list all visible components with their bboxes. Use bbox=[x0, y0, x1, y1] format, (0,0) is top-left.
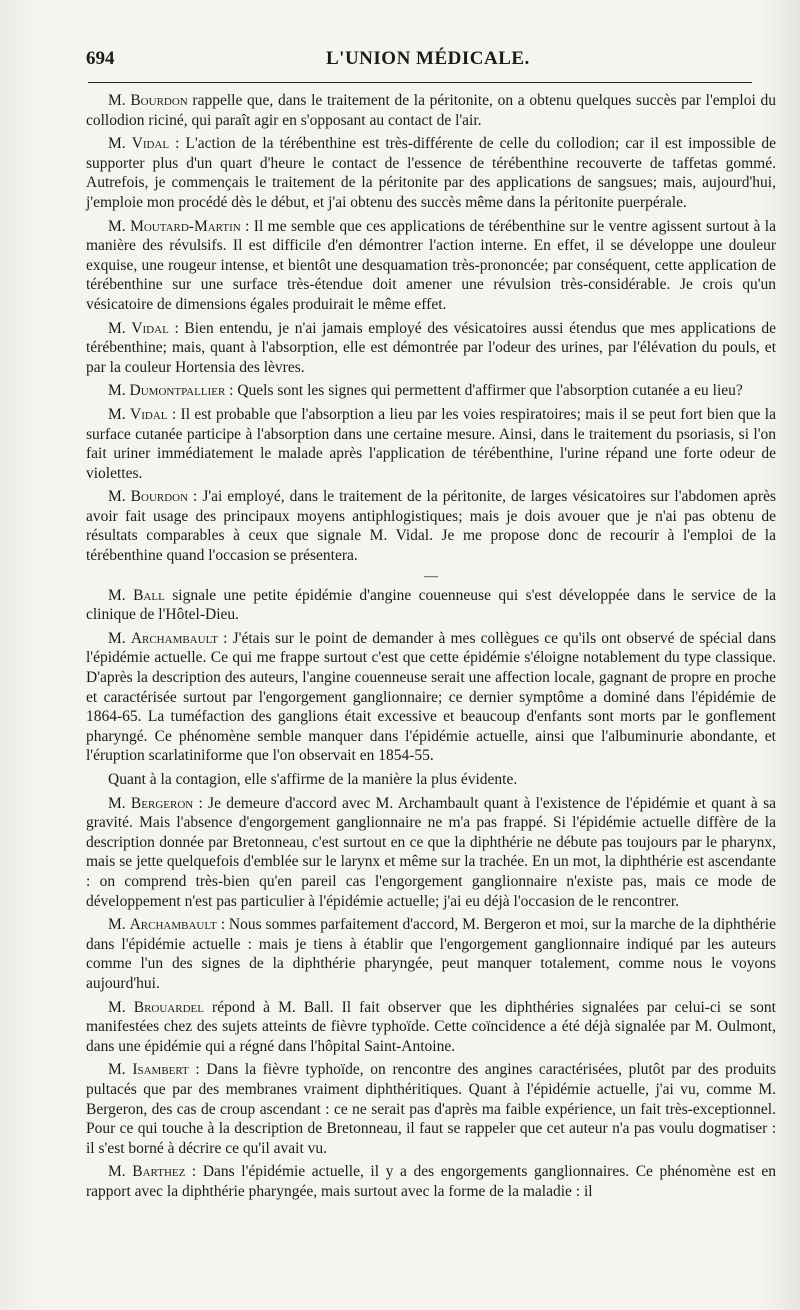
paragraph bbox=[86, 217, 776, 315]
paragraph-text: : Je demeure d'accord avec M. Archambault quant à l'existence de l'épidémie et quant à sa gravité. Mais l'absence d'engorgement ganglionnaire ne m'a pas frappé. Si l'épidémie actuelle diffère de la description donnée par Bretonneau, c'est surtout en ce que la diphthérie ne débute pas toujours par le pharynx, mais se jette quelquefois d'emblée sur le larynx et même sur la trachée. En un mot, la diphthérie est ascendante : on comprend très-bien qu'en pareil cas l'engorgement ganglionnaire n'existe pas, mais ce mode de développement n'est pas particulier à l'épidémie actuelle; j'ai eu déjà l'occasion de le rencontrer. bbox=[86, 794, 776, 910]
speaker-name: Ball bbox=[133, 586, 165, 604]
speaker-name: Brouardel bbox=[133, 998, 204, 1016]
paragraph bbox=[86, 381, 776, 401]
paragraph-text: signale une petite épidémie d'angine couenneuse qui s'est développée dans le service de la clinique de l'Hôtel-Dieu. bbox=[86, 586, 776, 624]
speaker-name: Archambault bbox=[130, 629, 219, 647]
speaker-prefix: M. bbox=[108, 629, 131, 647]
speaker-name: Bourdon bbox=[130, 488, 189, 506]
paragraph-text: : Bien entendu, je n'ai jamais employé des vésicatoires aussi étendus que mes applications de térébenthine; mais, quant à l'absorption, elle est démontrée par l'odeur des urines, par l'élévation du pouls, et par la couleur Hortensia des lèvres. bbox=[86, 319, 776, 376]
paragraph-text: Quant à la contagion, elle s'affirme de la manière la plus évidente. bbox=[108, 771, 518, 788]
section-separator: — bbox=[424, 568, 438, 584]
paragraph-text: : L'action de la térébenthine est très-différente de celle du collodion; car il est impossible de supporter plus d'un quart d'heure le contact de l'essence de térébenthine recouverte de taffetas gommé. Autrefois, je commençais le traitement de la péritonite par des applications de sangsues; mais, aujourd'hui, j'emploie mon procédé dès le début, et j'ai obtenu des succès même dans la péritonite puerpérale. bbox=[86, 135, 776, 211]
speaker-name: Barthez bbox=[132, 1163, 186, 1181]
paragraph-text: : Nous sommes parfaitement d'accord, M. Bergeron et moi, sur la marche de la diphthérie dans l'épidémie actuelle : mais je tiens à établir que l'engorgement ganglionnaire indiqué par les auteurs comme l'un des signes de la diphthérie pharyngée, peut manquer totalement, comme nous le voyons aujourd'hui. bbox=[86, 916, 776, 992]
speaker-name: Bergeron bbox=[130, 794, 194, 812]
paragraph bbox=[86, 586, 776, 625]
speaker-name: Moutard-Martin bbox=[130, 217, 241, 235]
speaker-name: Vidal bbox=[130, 405, 168, 423]
paragraph-text: répond à M. Ball. Il fait observer que les diphthéries signalées par celui-ci se sont manifestées chez des sujets atteints de fièvre typhoïde. Cette coïncidence a été déjà signalée par M. Oulmont, dans une épidémie qui a régné dans l'hôpital Saint-Antoine. bbox=[86, 998, 776, 1055]
paragraph bbox=[86, 794, 776, 912]
speaker-prefix: M. bbox=[108, 405, 131, 423]
speaker-prefix: M. bbox=[108, 382, 130, 400]
paragraph-text: : Dans la fièvre typhoïde, on rencontre des angines caractérisées, plutôt par des produits pultacés que par des membranes vraiment diphthéritiques. Quant à l'épidémie actuelle, j'ai vu, comme M. Bergeron, des cas de croup ascendant : ce ne serait pas d'après ma faible expérience, un fait très-exceptionnel. Pour ce qui touche à la description de Bretonneau, il faut se rappeler que cet auteur n'a pas voulu dogmatiser : il s'est borné à décrire ce qu'il avait vu. bbox=[86, 1061, 776, 1157]
body-text bbox=[86, 91, 776, 1201]
speaker-prefix: M. bbox=[108, 135, 132, 153]
paragraph-text: : J'étais sur le point de demander à mes collègues ce qu'ils ont observé de spécial dans l'épidémie actuelle. Ce qui me frappe surtout c'est que cette épidémie s'éloigne notablement du type classique. D'après la description des auteurs, l'angine couenneuse serait une affection locale, gagnant de propre en proche et caractérisée surtout par l'engorgement ganglionnaire; ce dernier symptôme a dominé dans l'épidémie de 1864-65. La tuméfaction des ganglions était excessive et beaucoup d'enfants sont morts par le gonflement pharyngé. Ce phénomène semble manquer dans l'épidémie actuelle, ainsi que l'albuminurie abondante, et l'éruption scarlatiniforme que l'on observait en 1854-55. bbox=[86, 629, 776, 765]
paragraph-text: rappelle que, dans le traitement de la péritonite, on a obtenu quelques succès par l'emploi du collodion riciné, qui paraît agir en s'opposant au contact de l'air. bbox=[86, 92, 776, 129]
speaker-prefix: M. bbox=[108, 217, 131, 235]
paragraph bbox=[86, 915, 776, 993]
speaker-prefix: M. bbox=[108, 1163, 133, 1181]
speaker-prefix: M. bbox=[108, 794, 131, 812]
paragraph bbox=[86, 91, 776, 130]
paragraph bbox=[86, 1162, 776, 1201]
speaker-prefix: M. bbox=[108, 916, 130, 934]
paragraph bbox=[86, 405, 776, 483]
speaker-prefix: M. bbox=[108, 1061, 133, 1079]
paragraph bbox=[86, 319, 776, 378]
speaker-name: Archambault bbox=[129, 916, 217, 934]
speaker-prefix: M. bbox=[108, 488, 131, 506]
running-title: L'UNION MÉDICALE. bbox=[326, 48, 530, 69]
speaker-name: Vidal bbox=[131, 319, 169, 337]
paragraph-text: : Il est probable que l'absorption a lieu par les voies respiratoires; mais il se peut fort bien que la surface cutanée participe à l'absorption dans une certaine mesure. Ainsi, dans le traitement du psoriasis, si l'on fait uriner immédiatement le malade après l'application de térébenthine, l'urine répand une forte odeur de violettes. bbox=[86, 405, 776, 482]
paragraph bbox=[86, 134, 776, 212]
paragraph bbox=[86, 629, 776, 766]
speaker-prefix: M. bbox=[108, 319, 132, 337]
paragraph-text: : Quels sont les signes qui permettent d'affirmer que l'absorption cutanée a eu lieu? bbox=[225, 382, 743, 400]
paragraph bbox=[86, 1060, 776, 1158]
header-rule bbox=[88, 82, 752, 83]
speaker-name: Dumontpallier bbox=[129, 382, 226, 400]
speaker-prefix: M. bbox=[108, 998, 134, 1016]
page-number: 694 bbox=[86, 48, 115, 69]
paragraph-text: : Dans l'épidémie actuelle, il y a des engorgements ganglionnaires. Ce phénomène est en rapport avec la diphthérie pharyngée, mais surtout avec la forme de la maladie : il bbox=[86, 1163, 776, 1200]
speaker-name: Isambert bbox=[132, 1061, 189, 1079]
speaker-prefix: M. bbox=[108, 92, 131, 109]
paragraph-text: : Il me semble que ces applications de térébenthine sur le ventre agissent surtout à la manière des révulsifs. Il est difficile d'en démontrer l'action interne. En effet, il se développe une douleur exquise, une rougeur intense, et bientôt une desquamation très-prononcée; par conséquent, cette application de térébenthine sur une surface très-étendue doit amener une révulsion très-considérable. Je crois qu'un vésicatoire de dimensions égales produirait le même effet. bbox=[86, 217, 776, 313]
paragraph bbox=[86, 998, 776, 1057]
paragraph bbox=[86, 770, 776, 790]
speaker-name: Vidal bbox=[131, 135, 170, 153]
speaker-prefix: M. bbox=[108, 586, 134, 604]
paragraph-text: : J'ai employé, dans le traitement de la péritonite, de larges vésicatoires sur l'abdomen après avoir fait usage des principaux moyens antiphlogistiques; mais je dois avouer que je n'ai pas obtenu de résultats comparables à ceux que signale M. Vidal. Je me propose donc de recourir à l'emploi de la térébenthine quand l'occasion se présentera. bbox=[86, 488, 776, 565]
paragraph bbox=[86, 487, 776, 565]
page-header bbox=[86, 48, 756, 78]
speaker-name: Bourdon bbox=[130, 92, 188, 109]
